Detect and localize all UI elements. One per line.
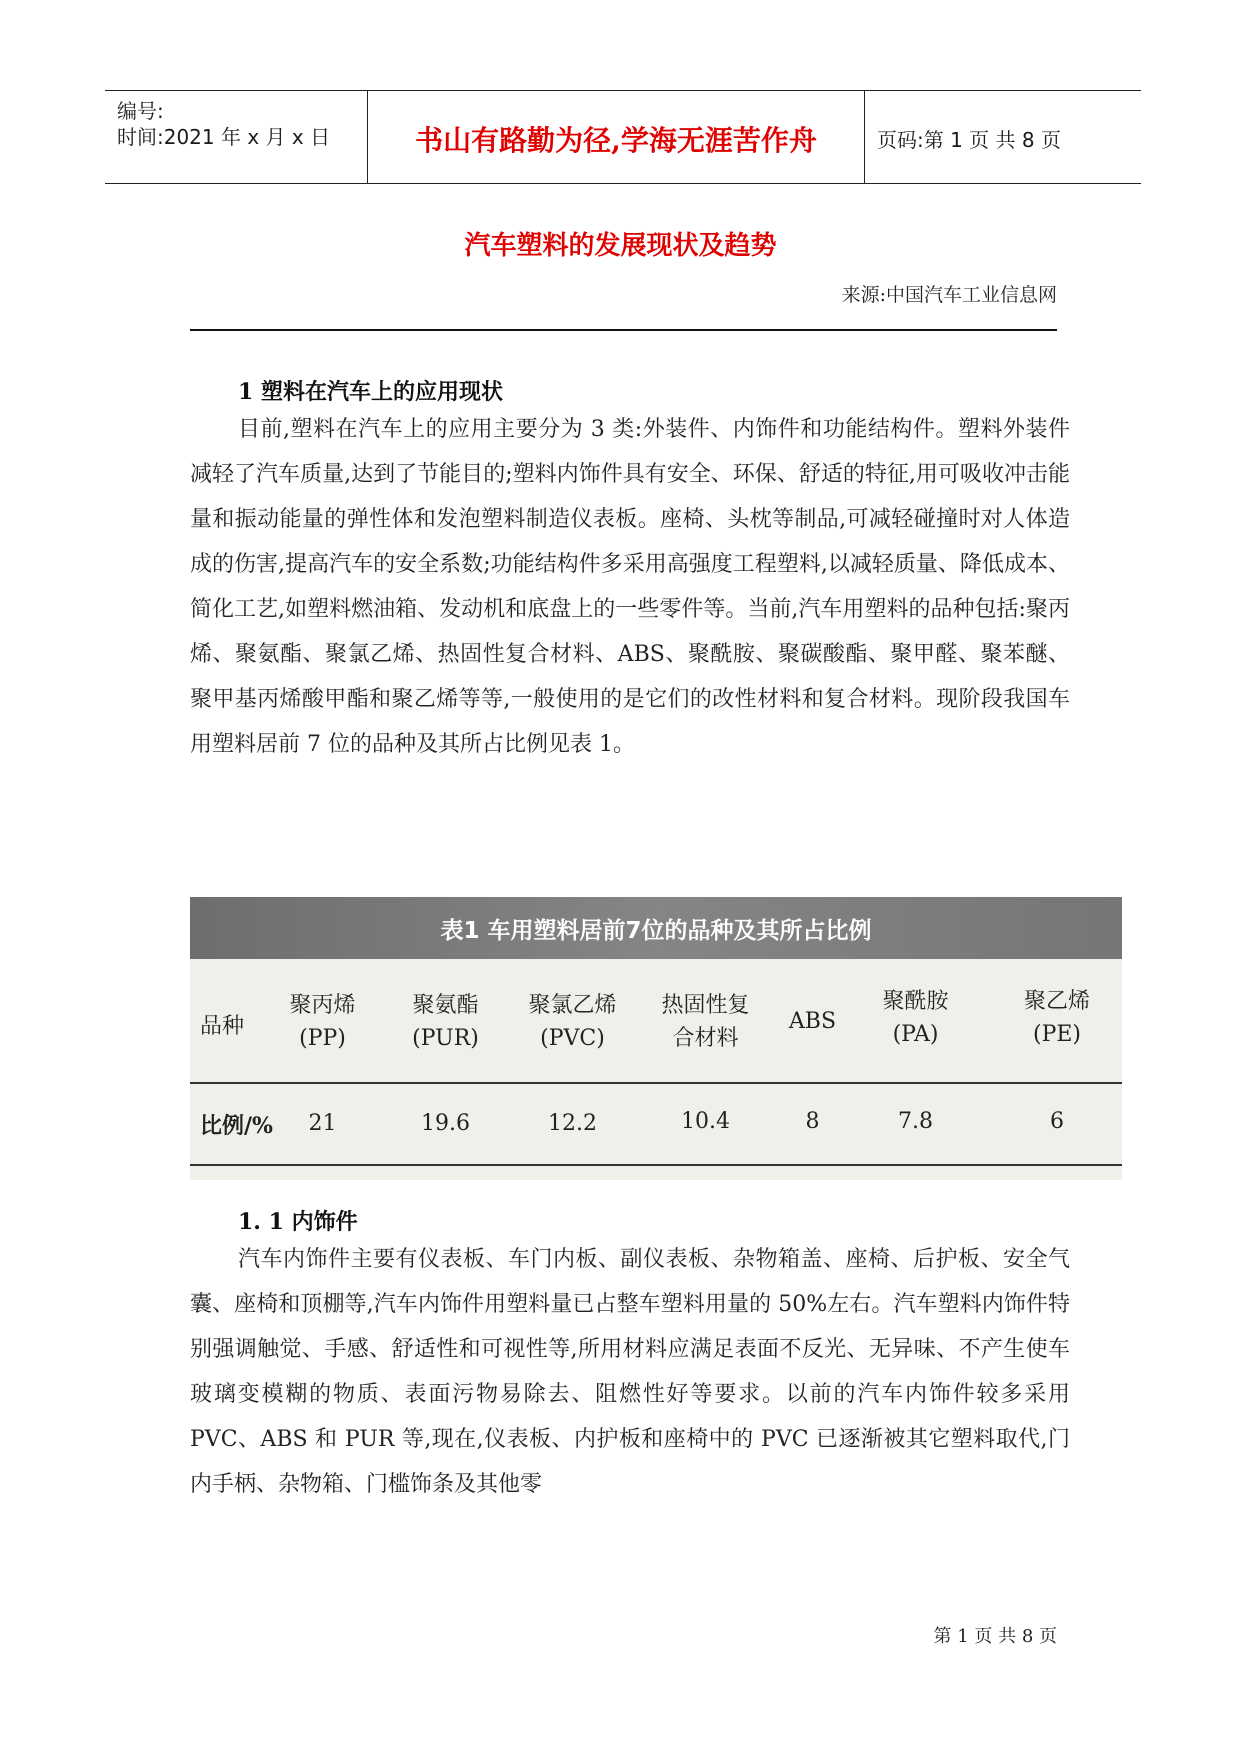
header-info-cell [105,91,368,183]
document-source: 来源:中国汽车工业信息网 [841,284,1057,306]
table-cell: 21 [308,1111,337,1136]
table-bottom-rule [190,1164,1122,1166]
column-code: (PP) [299,1026,346,1051]
header-motto-cell [368,91,865,183]
table-column-header [505,989,640,1055]
title-divider [190,329,1057,331]
header-page-label: 页码:第 1 页 共 8 页 [877,128,1061,152]
table-header-label: 品种 [200,1014,245,1039]
document-number-label: 编号: [117,99,164,123]
column-code: (PVC) [540,1026,605,1051]
column-code: 合材料 [672,1026,739,1051]
header-motto: 书山有路勤为径,学海无涯苦作舟 [415,124,817,157]
column-code: (PUR) [412,1026,479,1051]
table-column-header [765,1005,860,1038]
column-name: 热固性复 [661,993,750,1018]
table-cell: 10.4 [681,1109,730,1134]
table-title: 表1 车用塑料居前7位的品种及其所占比例 [440,918,872,944]
subsection-paragraph: 汽车内饰件主要有仪表板、车门内板、副仪表板、杂物箱盖、座椅、后护板、安全气囊、座椅和顶棚等,汽车内饰件用塑料量已占整车塑料用量的 50%左右。汽车塑料内饰件特别强调触觉、手感、舒适性和可视性等,所用材料应满足表面不反光、无异味、不产生使车玻璃变模糊的物质、表面污物易除去、阻燃性好等要求。以前的汽车内饰件较多采用 PVC、ABS 和 PUR 等,现在,仪表板、内护板和座椅中的 PVC 已逐渐被其它塑料取代,门内手柄、杂物箱、门槛饰条及其他零 [190,1247,1070,1497]
column-name: 聚乙烯 [1023,989,1090,1014]
column-name: 聚氯乙烯 [528,993,617,1018]
section-heading: 1 塑料在汽车上的应用现状 [238,379,503,405]
table-cell: 6 [1050,1109,1064,1134]
table-column-header [638,989,773,1055]
table-row-label: 比例/% [200,1113,273,1139]
table-column-header [858,985,973,1051]
table-column-header [388,989,503,1055]
page-footer: 第 1 页 共 8 页 [933,1626,1057,1647]
table-column-header [265,989,380,1055]
column-code: (PE) [1032,1022,1082,1047]
table-column-header [1002,985,1112,1051]
section-paragraph: 目前,塑料在汽车上的应用主要分为 3 类:外装件、内饰件和功能结构件。塑料外装件减轻了汽车质量,达到了节能目的;塑料内饰件具有安全、环保、舒适的特征,用可吸收冲击能量和振动能量的弹性体和发泡塑料制造仪表板。座椅、头枕等制品,可减轻碰撞时对人体造成的伤害,提高汽车的安全系数;功能结构件多采用高强度工程塑料,以减轻质量、降低成本、简化工艺,如塑料燃油箱、发动机和底盘上的一些零件等。当前,汽车用塑料的品种包括:聚丙烯、聚氨酯、聚氯乙烯、热固性复合材料、ABS、聚酰胺、聚碳酸酯、聚甲醛、聚苯醚、聚甲基丙烯酸甲酯和聚乙烯等等,一般使用的是它们的改性材料和复合材料。现阶段我国车用塑料居前 7 位的品种及其所占比例见表 1。 [190,417,1070,757]
column-name: ABS [788,1009,837,1034]
table-title-bar [190,897,1122,959]
column-name: 聚酰胺 [882,989,949,1014]
column-code: (PA) [892,1022,939,1047]
table-divider [190,1082,1122,1084]
table-cell: 8 [805,1109,820,1134]
table-cell: 12.2 [548,1111,597,1136]
document-header [105,90,1141,184]
header-page-cell [865,91,1141,183]
table-cell: 7.8 [898,1109,933,1134]
document-date-label: 时间:2021 年 x 月 x 日 [117,125,331,149]
table-1 [190,897,1122,1180]
column-name: 聚氨酯 [412,993,479,1018]
document-title: 汽车塑料的发展现状及趋势 [464,231,777,261]
column-name: 聚丙烯 [289,993,356,1018]
subsection-heading: 1. 1 内饰件 [238,1209,358,1235]
table-cell: 19.6 [421,1111,470,1136]
